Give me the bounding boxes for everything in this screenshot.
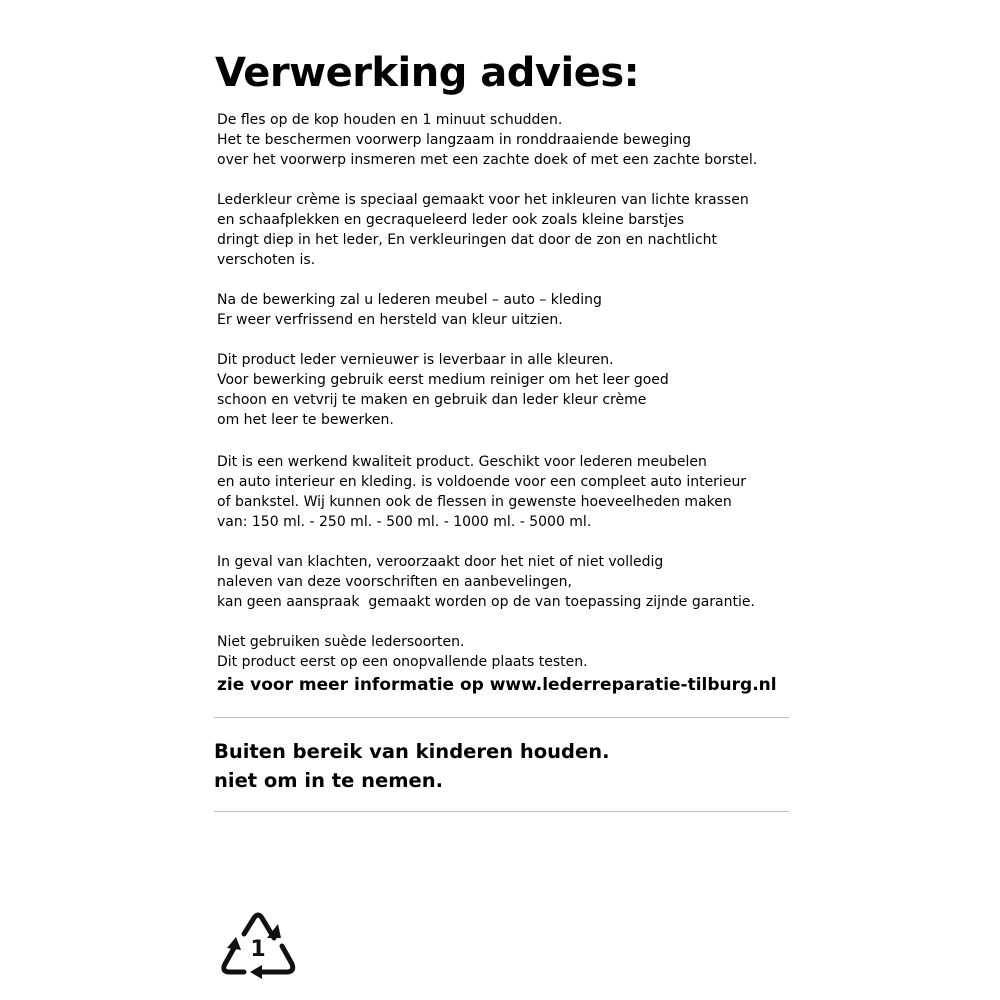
- text-line: en schaafplekken en gecraqueleerd leder ook zoals kleine barstjes: [217, 212, 684, 228]
- text-line: Niet gebruiken suède ledersoorten.: [217, 634, 465, 650]
- text-line: Dit is een werkend kwaliteit product. Geschikt voor lederen meubelen: [217, 454, 707, 470]
- text-line: of bankstel. Wij kunnen ook de flessen in gewenste hoeveelheden maken: [217, 494, 732, 510]
- text-line: kan geen aanspraak gemaakt worden op de van toepassing zijnde garantie.: [217, 594, 755, 610]
- text-line: Na de bewerking zal u lederen meubel – auto – kleding: [217, 292, 602, 308]
- paragraph: [217, 552, 755, 612]
- warning-line: Buiten bereik van kinderen houden.: [214, 740, 610, 763]
- text-line: Dit product eerst op een onopvallende plaats testen.: [217, 654, 588, 670]
- warning-text: [214, 737, 610, 795]
- text-line: De fles op de kop houden en 1 minuut schudden.: [217, 112, 563, 128]
- text-line: naleven van deze voorschriften en aanbevelingen,: [217, 574, 572, 590]
- paragraph: [217, 190, 749, 270]
- text-line: In geval van klachten, veroorzaakt door het niet of niet volledig: [217, 554, 664, 570]
- warning-line: niet om in te nemen.: [214, 769, 444, 792]
- text-line: over het voorwerp insmeren met een zachte doek of met een zachte borstel.: [217, 152, 758, 168]
- paragraph: [217, 290, 602, 330]
- info-link-text: zie voor meer informatie op www.lederreparatie-tilburg.nl: [217, 675, 777, 695]
- paragraph: [217, 110, 757, 170]
- paragraph: [217, 350, 669, 430]
- recycle-pet-1-icon: [218, 908, 298, 980]
- text-line: Het te beschermen voorwerp langzaam in ronddraaiende beweging: [217, 132, 692, 148]
- text-line: Dit product leder vernieuwer is leverbaar in alle kleuren.: [217, 352, 614, 368]
- text-line: Voor bewerking gebruik eerst medium reiniger om het leer goed: [217, 372, 669, 388]
- text-line: schoon en vetvrij te maken en gebruik dan leder kleur crème: [217, 392, 647, 408]
- text-line: Lederkleur crème is speciaal gemaakt voor het inkleuren van lichte krassen: [217, 192, 749, 208]
- paragraph: [217, 632, 588, 672]
- text-line: en auto interieur en kleding. is voldoende voor een compleet auto interieur: [217, 474, 747, 490]
- text-line: om het leer te bewerken.: [217, 412, 394, 428]
- text-line: dringt diep in het leder, En verkleuringen dat door de zon en nachtlicht: [217, 232, 718, 248]
- divider: [214, 717, 789, 718]
- text-line: verschoten is.: [217, 252, 316, 268]
- page-title: Verwerking advies:: [215, 50, 640, 96]
- paragraph: [217, 452, 746, 532]
- recycle-number: 1: [250, 937, 266, 962]
- text-line: Er weer verfrissend en hersteld van kleur uitzien.: [217, 312, 563, 328]
- divider: [214, 811, 789, 812]
- text-line: van: 150 ml. - 250 ml. - 500 ml. - 1000 ml. - 5000 ml.: [217, 514, 592, 530]
